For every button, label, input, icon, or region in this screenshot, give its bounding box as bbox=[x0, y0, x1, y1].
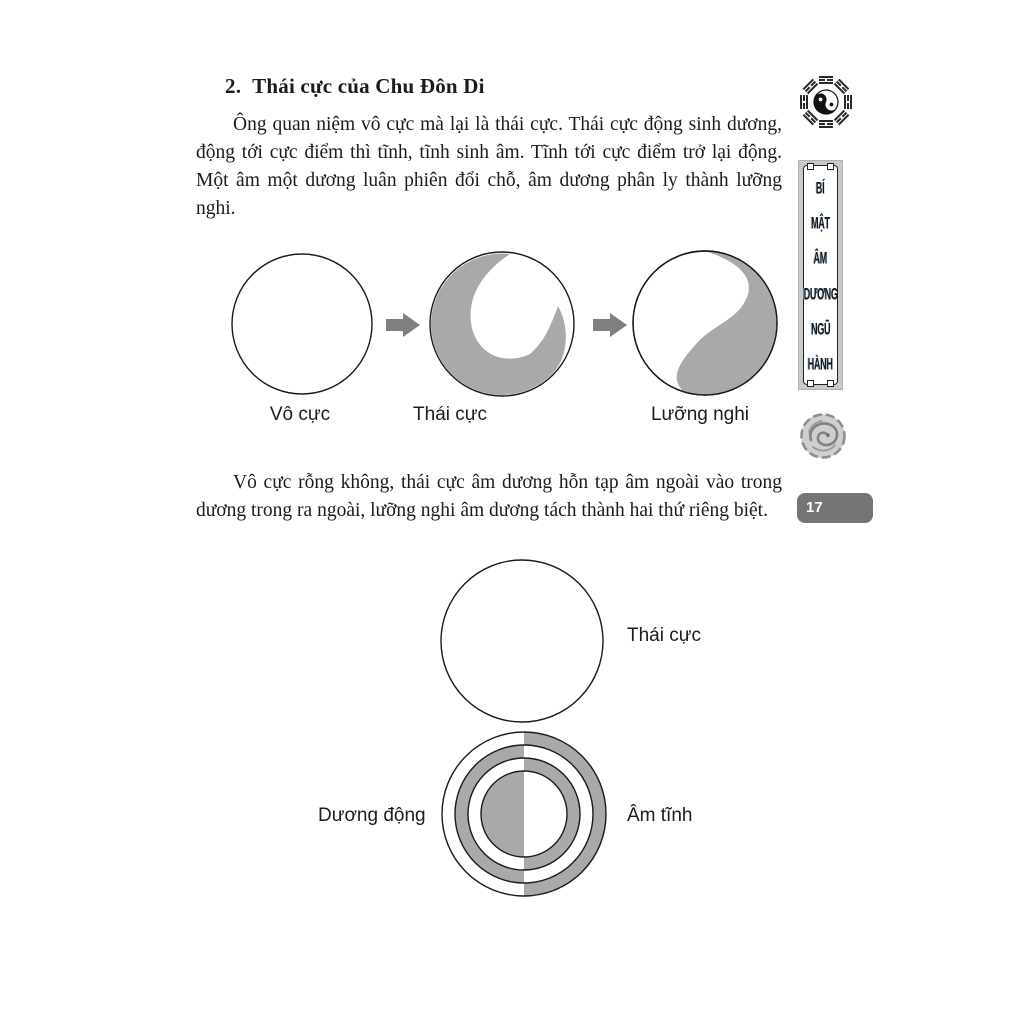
banner-word: MẬT bbox=[811, 215, 830, 234]
sidebar-banner bbox=[798, 160, 843, 390]
arrow-right-icon bbox=[593, 313, 627, 337]
banner-word: ÂM bbox=[813, 250, 828, 269]
paragraph-2: Vô cực rỗng không, thái cực âm dương hỗn tạp âm ngoài vào trong dương trong ra ngoài, lưỡng nghi âm dương tách thành hai thứ riêng biệt. bbox=[196, 472, 782, 521]
section-title: Thái cực của Chu Đôn Di bbox=[252, 74, 485, 98]
page-number-badge bbox=[797, 493, 873, 523]
figure1-label-taiji: Thái cực bbox=[413, 404, 487, 425]
figure1-label-liangyi: Lưỡng nghi bbox=[650, 404, 750, 425]
concentric-rings bbox=[442, 732, 606, 896]
section-number: 2. bbox=[225, 74, 242, 98]
banner-corner-ornament bbox=[827, 380, 834, 387]
page-number: 17 bbox=[806, 499, 823, 516]
arrow-right-icon bbox=[386, 313, 420, 337]
figure2-label-taiji: Thái cực bbox=[627, 625, 701, 646]
bagua-icon bbox=[796, 72, 856, 132]
banner-word: BÍ bbox=[816, 180, 825, 198]
figure2-label-yang-dong: Dương động bbox=[318, 805, 426, 826]
section-heading bbox=[225, 74, 485, 99]
dragon-seal-icon bbox=[799, 412, 847, 460]
banner-corner-ornament bbox=[807, 163, 814, 170]
banner-word: DƯƠNG bbox=[803, 285, 838, 304]
taiji-swirl-circle bbox=[430, 252, 574, 396]
banner-word: HÀNH bbox=[807, 355, 834, 374]
banner-word: NGŨ bbox=[810, 320, 831, 339]
figure-zhou-dunyi-diagram bbox=[430, 553, 640, 908]
taiji-plain-circle bbox=[441, 560, 603, 722]
figure1-label-wuji: Vô cực bbox=[269, 404, 331, 425]
banner-panel bbox=[803, 165, 838, 385]
liangyi-circle bbox=[633, 251, 777, 395]
yinyang-icon bbox=[810, 86, 842, 118]
paragraph-1: Ông quan niệm vô cực mà lại là thái cực. Thái cực động sinh dương, động tới cực điểm thì tĩnh, tĩnh sinh âm. Tĩnh tới cực điểm trở lại động. Một âm một dương luân phiên đổi chỗ, âm dương phân ly thành lưỡng nghi. bbox=[196, 114, 782, 219]
banner-corner-ornament bbox=[827, 163, 834, 170]
banner-corner-ornament bbox=[807, 380, 814, 387]
figure2-label-am-tinh: Âm tĩnh bbox=[627, 805, 693, 826]
wuji-circle bbox=[232, 254, 372, 394]
